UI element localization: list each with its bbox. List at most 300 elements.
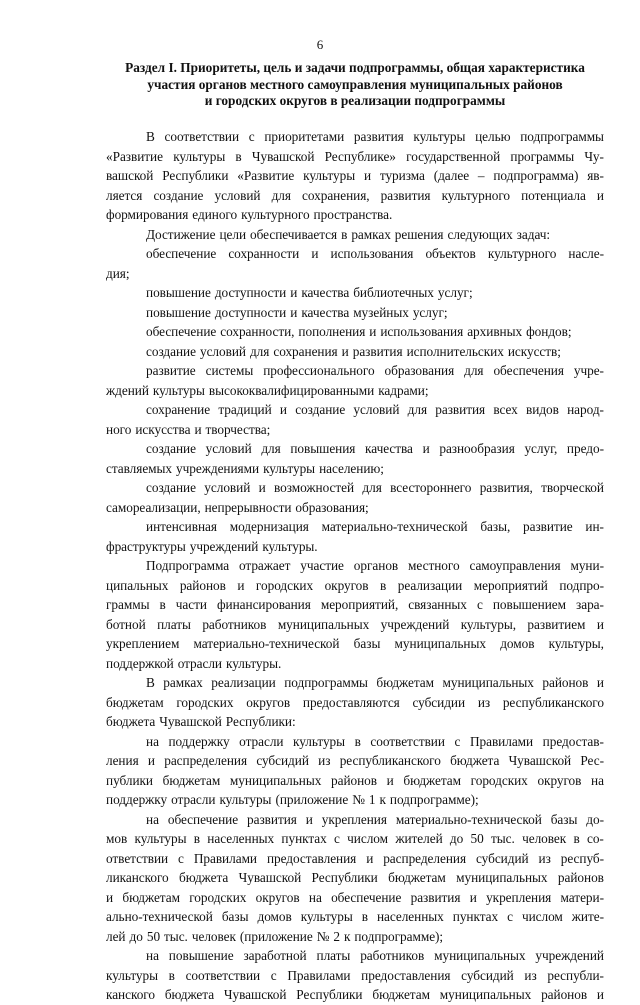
word: в: [159, 597, 166, 612]
word: искусств;: [507, 343, 561, 359]
text-line: [106, 654, 604, 674]
text-line: [106, 693, 604, 713]
word: музейных: [353, 304, 409, 320]
word: подпро-: [559, 577, 604, 593]
word: жите-: [571, 909, 604, 924]
word: к: [343, 928, 351, 944]
word: создание: [146, 480, 196, 495]
text-line: [106, 946, 604, 966]
word: развития: [353, 129, 404, 144]
word: насле-: [568, 246, 604, 261]
word: яв-: [587, 168, 604, 183]
text-line: [106, 322, 604, 342]
word: народ-: [567, 402, 604, 417]
text-line: [106, 205, 604, 225]
word: домов: [257, 909, 292, 924]
word: доступности: [214, 304, 287, 320]
word: (приложение: [239, 928, 313, 944]
word: округов: [537, 772, 582, 788]
word: городских: [470, 772, 528, 788]
word: 50: [470, 831, 484, 846]
word: части: [175, 597, 207, 612]
word: –: [477, 168, 485, 183]
word: вашской: [106, 168, 154, 183]
word: качества: [301, 285, 350, 300]
word: пространства.: [313, 207, 393, 222]
word: с: [178, 850, 184, 866]
word: подпрограмме);: [354, 928, 444, 944]
word: с: [507, 909, 513, 924]
word: в: [168, 967, 175, 983]
word: числом: [347, 831, 389, 846]
word: в: [354, 733, 361, 749]
text-line: [106, 751, 604, 771]
text-line: [106, 634, 604, 654]
word: платы: [316, 948, 351, 963]
word: распределения: [164, 753, 248, 768]
word: органов: [353, 558, 399, 573]
word: районов: [179, 577, 226, 593]
word: в: [193, 831, 200, 846]
word: на: [591, 772, 604, 788]
word: бюджетам: [162, 772, 221, 788]
text-line: [106, 732, 604, 752]
word: учреждениями: [176, 460, 260, 476]
text-line: [106, 537, 604, 557]
word: ципальных: [106, 577, 169, 593]
word: Республики: [296, 987, 363, 1002]
word: поддержкой: [106, 655, 174, 671]
word: культуры: [152, 382, 205, 398]
word: единого: [192, 207, 238, 222]
word: и: [386, 772, 394, 788]
word: местного: [408, 558, 460, 573]
word: из: [318, 753, 331, 768]
word: до-: [586, 811, 604, 827]
word: Правилами: [469, 733, 534, 749]
word: и: [341, 343, 349, 359]
text-line: [106, 712, 604, 732]
word: базы: [353, 636, 381, 651]
word: и: [596, 987, 604, 1002]
text-line: [106, 907, 604, 927]
word: творческой: [541, 480, 604, 495]
word: лей: [106, 928, 126, 944]
word: Чувашской: [238, 870, 302, 885]
word: решения: [394, 226, 444, 242]
word: Чувашской: [508, 753, 572, 768]
word: ответствии: [106, 850, 169, 866]
word: творчества;: [205, 421, 271, 437]
word: для: [407, 402, 428, 417]
word: всех: [493, 402, 518, 417]
word: (далее: [433, 168, 470, 183]
word: населенных: [207, 831, 275, 846]
word: домов: [500, 636, 535, 651]
section-heading: [100, 60, 610, 110]
word: учре-: [573, 363, 604, 378]
word: архивных: [467, 324, 523, 339]
word: самореализации,: [106, 499, 201, 515]
word: предоставляются: [302, 694, 400, 710]
word: высококвалифицированными: [208, 382, 375, 398]
text-line: [106, 459, 604, 479]
word: развитие: [523, 519, 573, 534]
word: фондов;: [526, 324, 572, 339]
text-line: [106, 283, 604, 303]
word: бюджета: [450, 753, 500, 768]
word: доступности: [214, 285, 287, 300]
word: муниципальных: [442, 675, 534, 690]
word: культуры.: [262, 538, 318, 554]
word: ждений: [106, 382, 149, 398]
word: городских: [176, 694, 234, 710]
word: возможностей: [274, 480, 355, 495]
text-line: [106, 361, 604, 381]
word: всестороннего: [390, 480, 472, 495]
word: Республики:: [225, 714, 296, 729]
text-line: [106, 517, 604, 537]
word: на: [308, 889, 322, 905]
word: районов: [557, 870, 604, 885]
word: предоставления: [361, 967, 451, 983]
word: республиканского: [502, 694, 604, 710]
word: базы: [550, 811, 578, 827]
word: базы: [221, 909, 249, 924]
word: Чувашской: [251, 148, 315, 164]
word: районов: [542, 675, 589, 690]
word: на: [146, 811, 159, 827]
text-line: [106, 498, 604, 518]
word: традиций: [218, 402, 272, 417]
word: финансирования: [216, 597, 311, 612]
word: услуг,: [524, 441, 558, 456]
text-line: [106, 439, 604, 459]
word: Республики: [162, 168, 229, 183]
word: и: [311, 246, 319, 261]
word: Республике»: [324, 148, 396, 164]
word: до: [129, 928, 143, 944]
word: условий: [199, 343, 246, 359]
word: на: [146, 733, 159, 749]
word: модернизация: [229, 519, 309, 534]
word: повышения: [290, 441, 356, 456]
word: ного: [106, 421, 132, 437]
word: мероприятий,: [320, 597, 399, 612]
word: поддержку: [168, 733, 230, 749]
word: «Развитие: [106, 148, 163, 164]
word: республи-: [547, 967, 604, 983]
word: граммы: [106, 597, 150, 612]
word: соответствии: [185, 967, 261, 983]
word: с: [454, 733, 461, 749]
text-line: [106, 966, 604, 986]
word: муниципальных: [439, 987, 532, 1002]
word: развитие: [146, 363, 196, 378]
word: и: [422, 441, 430, 456]
word: повышение: [146, 304, 211, 320]
word: и: [596, 675, 604, 690]
word: мов: [106, 831, 128, 846]
word: обеспечивается: [250, 226, 338, 242]
word: Подпрограмма: [146, 558, 230, 573]
word: системы: [205, 363, 254, 378]
word: культуры: [413, 129, 466, 144]
word: услуг;: [437, 285, 473, 300]
word: подпрограммы: [284, 675, 368, 690]
word: учреждений: [380, 616, 450, 632]
word: субсидии: [412, 694, 466, 710]
word: в: [341, 226, 348, 242]
word: учреждений: [535, 948, 604, 963]
text-line: [106, 927, 604, 947]
word: рамках: [163, 675, 203, 690]
word: из: [524, 967, 537, 983]
text-line: [106, 615, 604, 635]
word: до: [449, 831, 464, 846]
word: и: [363, 168, 372, 183]
word: и: [290, 285, 298, 300]
word: 1: [368, 792, 376, 807]
text-line: [106, 829, 604, 849]
word: платы: [157, 616, 191, 632]
word: и: [290, 304, 298, 320]
word: и: [147, 753, 155, 768]
text-line: [106, 225, 604, 245]
word: с: [476, 597, 483, 612]
word: сохранности: [228, 246, 300, 261]
word: задач:: [516, 226, 551, 242]
word: Чувашской: [223, 987, 287, 1002]
word: обеспечение: [146, 246, 217, 261]
word: развития: [352, 343, 403, 359]
word: с: [270, 967, 277, 983]
word: округов: [255, 889, 300, 905]
word: «Развитие: [237, 168, 295, 183]
word: сохранение: [146, 402, 211, 417]
word: развития: [435, 402, 486, 417]
word: культуры: [106, 967, 158, 983]
word: бюджета: [179, 870, 229, 885]
word: сохранения,: [302, 187, 370, 203]
word: ально-технической: [106, 909, 213, 924]
word: Правилами: [193, 850, 257, 866]
word: Чу-: [584, 148, 604, 164]
word: из: [477, 694, 491, 710]
word: работников: [202, 616, 267, 632]
heading-line: участия органов местного самоуправления муниципальных районов: [147, 76, 563, 92]
word: базы,: [480, 519, 511, 534]
text-line: [106, 771, 604, 791]
word: подпрограммы: [520, 129, 604, 144]
word: 50: [146, 928, 161, 944]
word: числом: [521, 909, 563, 924]
heading-line: и городских округов в реализации подпрограммы: [204, 93, 506, 108]
word: отрасли: [239, 733, 284, 749]
word: в: [361, 909, 368, 924]
word: бюджета: [164, 987, 215, 1002]
word: субсидий: [476, 850, 529, 866]
text-line: [106, 420, 604, 440]
word: Чувашской: [159, 714, 222, 729]
text-line: [106, 576, 604, 596]
text-line: [106, 303, 604, 323]
word: бюджетам: [403, 772, 461, 788]
word: отражает: [238, 558, 291, 573]
word: культуры: [300, 909, 353, 924]
word: В: [146, 675, 155, 690]
word: культуры: [134, 831, 187, 846]
word: 2: [333, 928, 340, 944]
word: из: [538, 850, 551, 866]
word: видов: [526, 402, 559, 417]
word: субсидий: [256, 753, 309, 768]
word: образования: [384, 363, 455, 378]
word: и: [258, 480, 266, 495]
word: муниципальных: [229, 772, 322, 788]
word: создание: [146, 343, 196, 359]
heading-line: Раздел I. Приоритеты, цель и задачи подпрограммы, общая характеристика: [125, 60, 585, 75]
word: условий: [204, 480, 251, 495]
text-line: [106, 790, 604, 810]
text-line: [106, 849, 604, 869]
word: жителей: [395, 831, 443, 846]
word: культуры: [303, 168, 356, 183]
word: бюджетам: [376, 675, 435, 690]
word: распределения: [383, 850, 467, 866]
word: искусства: [135, 421, 191, 437]
word: матери-: [560, 889, 604, 905]
word: бюджетам: [122, 889, 180, 905]
word: бюджета: [106, 714, 156, 729]
word: на: [146, 948, 159, 963]
word: предоставления: [266, 850, 357, 866]
word: с: [248, 129, 255, 144]
word: республиканского: [339, 753, 441, 768]
page-number: 6: [316, 37, 324, 52]
word: тыс.: [164, 928, 188, 944]
word: укрепления: [321, 811, 387, 827]
word: создание: [295, 402, 346, 417]
word: муниципальных: [456, 870, 548, 885]
word: и: [237, 577, 245, 593]
text-line: [106, 985, 604, 1005]
text-line: [106, 342, 604, 362]
word: в: [573, 831, 580, 846]
word: качества: [301, 304, 350, 320]
word: развития: [247, 811, 297, 827]
word: культурного: [487, 246, 557, 261]
word: потенциала: [521, 187, 586, 203]
word: предо-: [566, 441, 604, 456]
word: (приложение: [275, 792, 349, 807]
word: культуры,: [548, 636, 604, 651]
word: ин-: [585, 519, 604, 534]
word: районов: [541, 987, 588, 1002]
word: реализации: [397, 577, 463, 593]
word: пунктах: [452, 909, 499, 924]
word: культуры: [219, 792, 272, 807]
word: самоуправления: [469, 558, 561, 573]
word: и: [194, 421, 202, 437]
word: субсидий: [461, 967, 514, 983]
word: в: [235, 148, 242, 164]
word: интенсивная: [146, 519, 217, 534]
text-line: [106, 868, 604, 888]
word: услуг;: [412, 304, 448, 320]
word: культуры: [173, 148, 226, 164]
text-line: [106, 478, 604, 498]
word: создание: [146, 441, 196, 456]
word: культуры: [263, 460, 316, 476]
word: развития: [380, 187, 431, 203]
word: муниципальных: [394, 636, 486, 651]
word: работников: [360, 948, 425, 963]
word: программы: [510, 148, 575, 164]
word: государственной: [406, 148, 501, 164]
word: муниципальных: [434, 948, 526, 963]
word: поддержку: [106, 792, 168, 807]
word: условий: [205, 441, 252, 456]
text-line: [106, 264, 604, 284]
word: бюджетам: [106, 694, 164, 710]
text-line: [106, 888, 604, 908]
text-line: [106, 810, 604, 830]
word: образования;: [295, 499, 369, 515]
word: бюджетам: [372, 987, 430, 1002]
word: и: [366, 850, 374, 866]
word: пополнения: [298, 324, 366, 339]
word: ликанского: [106, 870, 169, 885]
word: условий: [214, 187, 261, 203]
word: следующих: [447, 226, 513, 242]
word: городских: [255, 577, 314, 593]
word: культуры: [293, 733, 346, 749]
word: Республики: [311, 870, 378, 885]
word: сохранности,: [220, 324, 295, 339]
word: качества: [365, 441, 413, 456]
word: объектов: [425, 246, 476, 261]
word: культуры,: [460, 616, 516, 632]
word: публики: [106, 772, 154, 788]
word: непрерывности: [204, 499, 292, 515]
word: формирования: [106, 207, 189, 222]
word: повышение: [146, 285, 211, 300]
word: культурного: [241, 207, 310, 222]
word: обеспечение: [331, 889, 402, 905]
word: респуб-: [560, 850, 604, 866]
word: дия;: [106, 265, 130, 281]
word: библиотечных: [353, 285, 434, 300]
word: в: [380, 577, 387, 593]
word: бюджетам: [388, 870, 446, 885]
text-line: [106, 381, 604, 401]
word: учреждений: [189, 538, 259, 554]
word: и: [596, 187, 604, 203]
word: районов: [331, 772, 378, 788]
word: ботной: [106, 616, 146, 632]
word: для: [464, 363, 484, 378]
word: округов: [324, 577, 369, 593]
word: укреплением: [106, 636, 180, 651]
word: подпрограмма): [493, 168, 579, 183]
word: отрасли: [177, 655, 223, 671]
word: отрасли: [171, 792, 216, 807]
word: кадрами;: [378, 382, 429, 398]
word: целью: [475, 129, 511, 144]
word: предостав-: [542, 733, 604, 749]
word: Достижение: [146, 226, 216, 242]
